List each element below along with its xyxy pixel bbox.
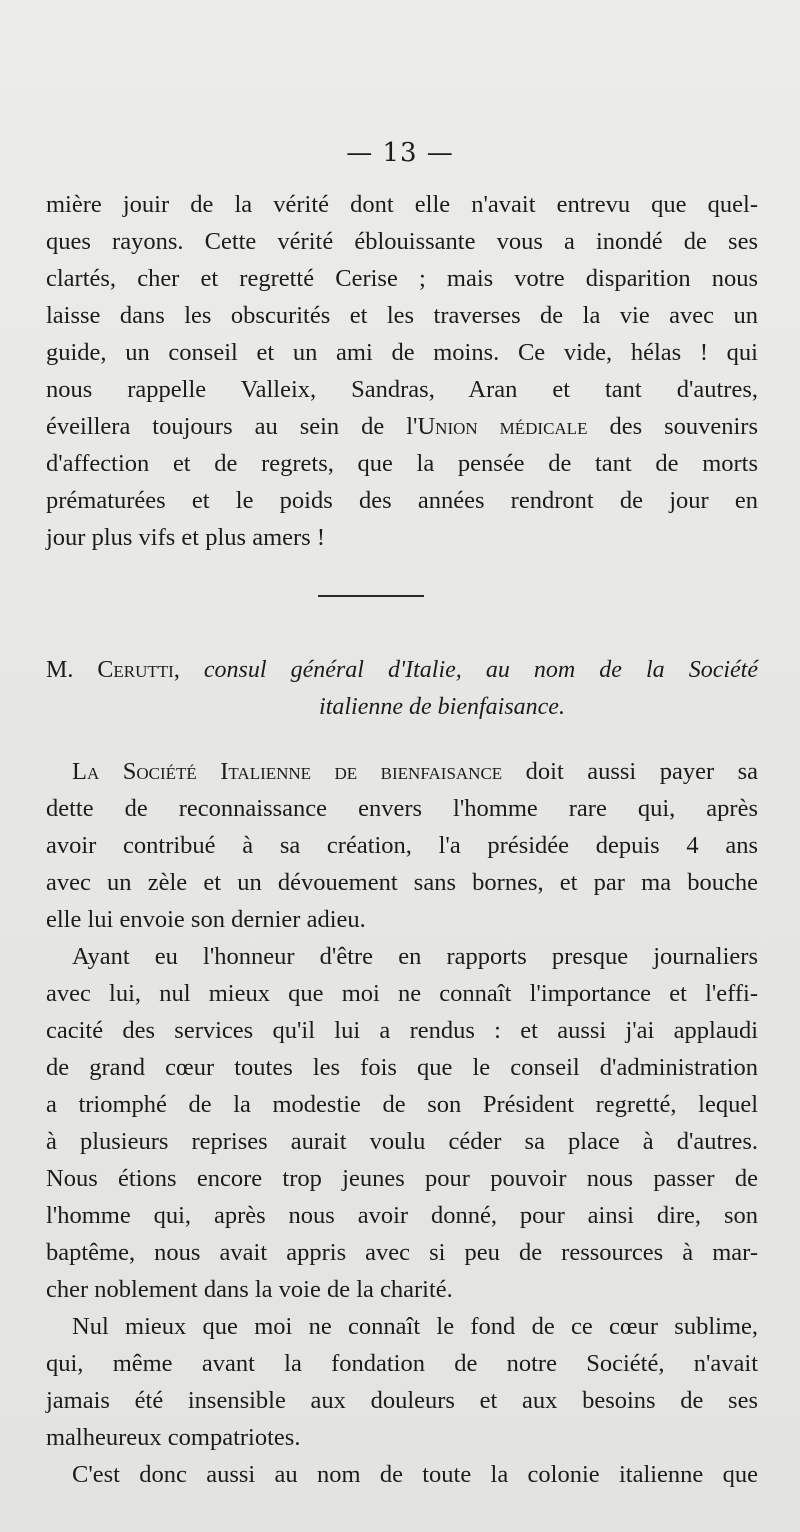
- text-line: ques rayons. Cette vérité éblouissante vous a inondé de ses: [46, 228, 758, 255]
- text-line: d'affection et de regrets, que la pensée de tant de morts: [46, 450, 758, 477]
- text-line: mière jouir de la vérité dont elle n'avait entrevu que quel-: [46, 191, 758, 218]
- text-line: Ayant eu l'honneur d'être en rapports presque journaliers: [72, 943, 758, 970]
- heading-line: [46, 652, 758, 689]
- society-name: La Société Italienne de bienfaisance: [72, 758, 503, 785]
- text-line: a triomphé de la modestie de son Président regretté, lequel: [46, 1091, 758, 1118]
- text-line: qui, même avant la fondation de notre Société, n'avait: [46, 1350, 758, 1377]
- text-line: laisse dans les obscurités et les traverses de la vie avec un: [46, 302, 758, 329]
- text-line: avec lui, nul mieux que moi ne connaît l'importance et l'effi-: [46, 980, 758, 1007]
- text-line: C'est donc aussi au nom de toute la colonie italienne que: [72, 1461, 758, 1488]
- text-line: l'homme qui, après nous avoir donné, pour ainsi dire, son: [46, 1202, 758, 1229]
- text-line: avoir contribué à sa création, l'a présidée depuis 4 ans: [46, 832, 758, 859]
- section-divider: [318, 595, 424, 597]
- text-line: prématurées et le poids des années rendront de jour en: [46, 487, 758, 514]
- speaker-title: consul général d'Italie, au nom de la Société: [203, 657, 759, 683]
- text-line: avec un zèle et un dévouement sans bornes, et par ma bouche: [46, 869, 758, 896]
- text-fragment: doit aussi payer sa: [502, 758, 758, 785]
- text-line: [46, 408, 758, 445]
- paragraph-four: [46, 1308, 758, 1456]
- text-line: Nous étions encore trop jeunes pour pouvoir nous passer de: [46, 1165, 758, 1192]
- text-line: clartés, cher et regretté Cerise ; mais votre disparition nous: [46, 265, 758, 292]
- paragraph-two: [46, 753, 758, 938]
- text-line: baptême, nous avait appris avec si peu de ressources à mar-: [46, 1239, 758, 1266]
- text-line: [46, 753, 758, 790]
- text-fragment: des souvenirs: [587, 413, 758, 440]
- paragraph-one: [46, 186, 758, 556]
- text-line: à plusieurs reprises aurait voulu céder sa place à d'autres.: [46, 1128, 758, 1155]
- speaker-name: M. Cerutti,: [46, 657, 180, 683]
- journal-name: Union médicale: [417, 413, 588, 440]
- text-line: dette de reconnaissance envers l'homme rare qui, après: [46, 795, 758, 822]
- text-line: cacité des services qu'il lui a rendus : et aussi j'ai applaudi: [46, 1017, 758, 1044]
- text-line: guide, un conseil et un ami de moins. Ce vide, hélas ! qui: [46, 339, 758, 366]
- text-fragment: éveillera toujours au sein de l': [46, 413, 418, 440]
- text-line: de grand cœur toutes les fois que le conseil d'administration: [46, 1054, 758, 1081]
- text-line: cher noblement dans la voie de la charité.: [46, 1276, 453, 1303]
- text-line: nous rappelle Valleix, Sandras, Aran et tant d'autres,: [46, 376, 758, 403]
- speaker-title-continued: italienne de bienfaisance.: [319, 694, 565, 720]
- text-line: elle lui envoie son dernier adieu.: [46, 906, 366, 933]
- paragraph-five: [46, 1456, 758, 1493]
- page-number: — 13 —: [346, 138, 454, 168]
- text-line: Nul mieux que moi ne connaît le fond de ce cœur sublime,: [72, 1313, 758, 1340]
- text-line: jour plus vifs et plus amers !: [46, 524, 325, 551]
- paragraph-three: [46, 938, 758, 1308]
- text-line: malheureux compatriotes.: [46, 1424, 301, 1451]
- text-line: jamais été insensible aux douleurs et aux besoins de ses: [46, 1387, 758, 1414]
- speech-heading: [46, 652, 758, 726]
